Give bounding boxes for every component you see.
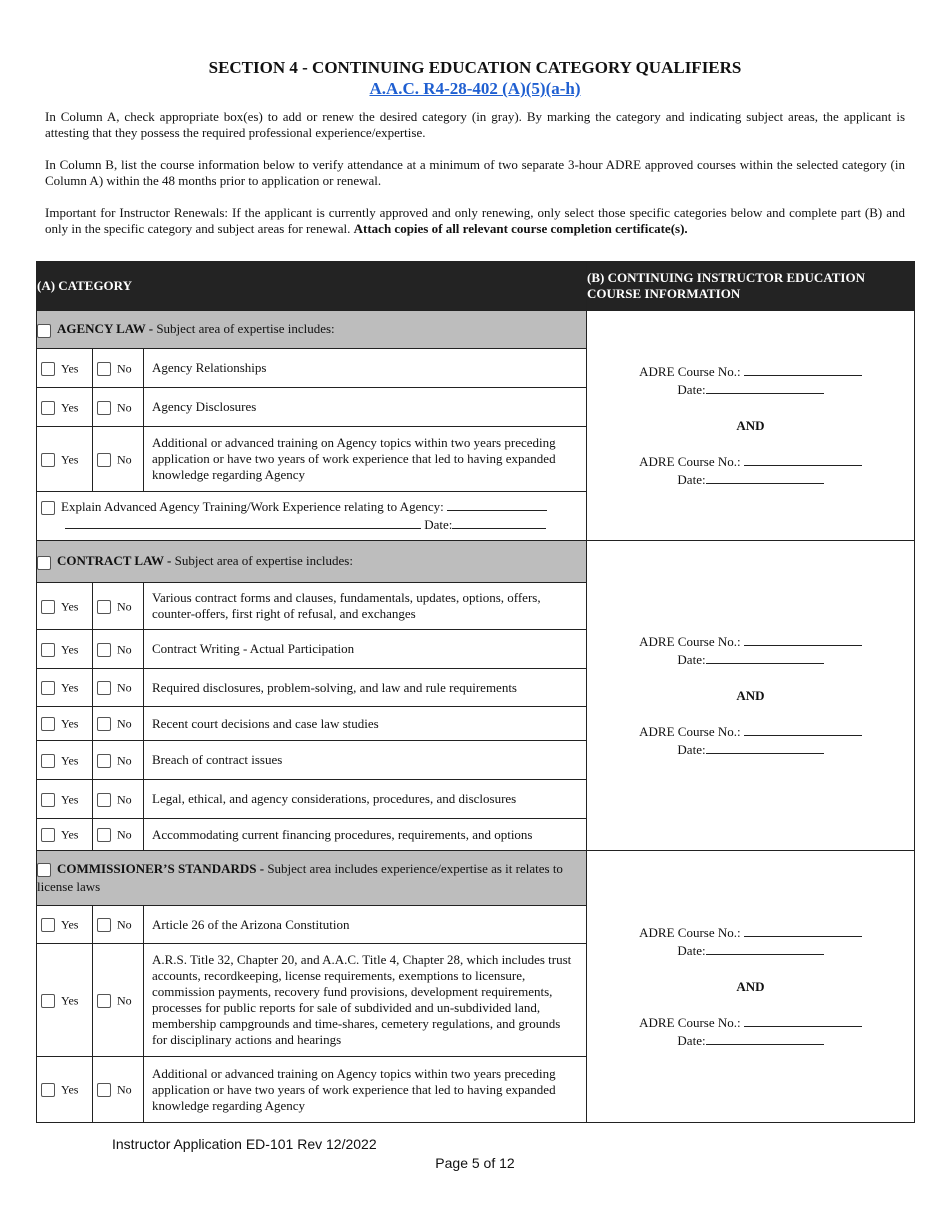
- date-field[interactable]: [706, 741, 824, 754]
- yes-checkbox[interactable]: [41, 994, 55, 1008]
- date-field[interactable]: [706, 471, 824, 484]
- subject-row: Yes No Accommodating current financing procedures, requirements, and options: [37, 819, 915, 851]
- subject-row: Yes No Additional or advanced training on Agency topics within two years preceding application or have two years of work experience that led to having expanded knowledge regarding Agency: [37, 427, 915, 492]
- category-header-contract: [37, 541, 587, 583]
- date-field[interactable]: [706, 381, 824, 394]
- and-label: AND: [736, 417, 765, 433]
- no-checkbox[interactable]: [97, 754, 111, 768]
- no-checkbox[interactable]: [97, 453, 111, 467]
- yes-checkbox[interactable]: [41, 754, 55, 768]
- category-header-agency: [37, 311, 587, 349]
- and-label: AND: [736, 687, 765, 703]
- yes-checkbox[interactable]: [41, 793, 55, 807]
- subject-description: Required disclosures, problem-solving, and law and rule requirements: [144, 669, 587, 707]
- category-row-agency: [37, 311, 915, 349]
- course-no-field[interactable]: [744, 1014, 862, 1027]
- subject-description: Legal, ethical, and agency considerations, procedures, and disclosures: [144, 780, 587, 819]
- category-row-commissioner: [37, 851, 915, 906]
- explain-label: Explain Advanced Agency Training/Work Experience relating to Agency:: [61, 499, 444, 514]
- no-checkbox[interactable]: [97, 918, 111, 932]
- instructions-column-a: In Column A, check appropriate box(es) to add or renew the desired category (in gray). By marking the category and indicating subject areas, the applicant is attesting that they possess the required professional experience/expertise.: [45, 109, 905, 140]
- category-name: COMMISSIONER’S STANDARDS -: [57, 861, 265, 876]
- column-a-header: (A) CATEGORY: [37, 262, 587, 311]
- subject-description: Additional or advanced training on Agency topics within two years preceding application or have two years of work experience that led to having expanded knowledge regarding Agency: [144, 427, 587, 492]
- yes-checkbox[interactable]: [41, 401, 55, 415]
- explain-date-field[interactable]: [452, 516, 546, 529]
- subject-row: Yes No Additional or advanced training on Agency topics within two years preceding application or have two years of work experience that led to having expanded knowledge regarding Agency: [37, 1057, 915, 1123]
- renewal-note: Important for Instructor Renewals: If the applicant is currently approved and only renewing, only select those specific categories below and complete part (B) and only in the specific category and subject areas for renewal. Attach copies of all relevant course completion certificate(s).: [45, 205, 905, 236]
- subject-row: Yes No Recent court decisions and case law studies: [37, 707, 915, 741]
- explain-field-line2[interactable]: [65, 516, 421, 529]
- yes-checkbox[interactable]: [41, 600, 55, 614]
- renewal-note-emphasis: Attach copies of all relevant course completion certificate(s).: [353, 221, 688, 236]
- category-table: [36, 261, 915, 1123]
- course-no-field[interactable]: [744, 453, 862, 466]
- course-no-field[interactable]: [744, 924, 862, 937]
- category-subtitle: Subject area of expertise includes:: [156, 321, 335, 337]
- subject-row: Yes No Legal, ethical, and agency considerations, procedures, and disclosures: [37, 780, 915, 819]
- category-name: AGENCY LAW -: [57, 321, 154, 337]
- no-checkbox[interactable]: [97, 994, 111, 1008]
- course-no-field[interactable]: [744, 723, 862, 736]
- course-info-contract: ADRE Course No.: Date: AND ADRE Course No.: Date:: [587, 541, 915, 851]
- date-field[interactable]: [706, 1032, 824, 1045]
- no-checkbox[interactable]: [97, 643, 111, 657]
- course-no-field[interactable]: [744, 633, 862, 646]
- instructions-column-b: In Column B, list the course information below to verify attendance at a minimum of two separate 3-hour ADRE approved courses within the selected category (in Column A) within the 48 months prior to application or renewal.: [45, 157, 905, 188]
- date-field[interactable]: [706, 651, 824, 664]
- subject-description: Recent court decisions and case law studies: [144, 707, 587, 741]
- subject-description: A.R.S. Title 32, Chapter 20, and A.A.C. Title 4, Chapter 28, which includes trust accounts, recordkeeping, license requirements, exemptions to licensure, commission payments, recovery fund provisions, development requirements, processes for public reports for sale of subdivided and un-subdivided land, membership campgrounds and time-shares, cemetery regulations, and grounds for disciplinary actions and hearings: [144, 944, 587, 1057]
- form-id: Instructor Application ED-101 Rev 12/2022: [112, 1136, 377, 1152]
- category-name: CONTRACT LAW -: [57, 553, 172, 569]
- subject-row: Yes No Article 26 of the Arizona Constitution: [37, 906, 915, 944]
- subject-row: Yes No Breach of contract issues: [37, 741, 915, 780]
- subject-description: Various contract forms and clauses, fundamentals, updates, options, offers, counter-offers, first right of refusal, and exchanges: [144, 583, 587, 630]
- course-info-agency: ADRE Course No.: Date: AND ADRE Course No.: Date:: [587, 311, 915, 541]
- agency-law-checkbox[interactable]: [37, 324, 51, 338]
- section-title: SECTION 4 - CONTINUING EDUCATION CATEGORY QUALIFIERS: [208, 58, 742, 77]
- yes-checkbox[interactable]: [41, 453, 55, 467]
- page-number: Page 5 of 12: [435, 1155, 515, 1171]
- no-checkbox[interactable]: [97, 828, 111, 842]
- explain-row: Explain Advanced Agency Training/Work Experience relating to Agency: Date:: [37, 492, 915, 541]
- no-checkbox[interactable]: [97, 362, 111, 376]
- yes-checkbox[interactable]: [41, 643, 55, 657]
- category-subtitle: Subject area includes experience/expertise as it relates to license laws: [37, 861, 563, 894]
- contract-law-checkbox[interactable]: [37, 556, 51, 570]
- commissioner-standards-checkbox[interactable]: [37, 863, 51, 877]
- category-subtitle: Subject area of expertise includes:: [174, 553, 353, 569]
- yes-checkbox[interactable]: [41, 828, 55, 842]
- category-header-commissioner: [37, 851, 587, 906]
- and-label: AND: [736, 978, 765, 994]
- no-checkbox[interactable]: [97, 600, 111, 614]
- subject-description: Agency Relationships: [144, 349, 587, 388]
- subject-description: Accommodating current financing procedures, requirements, and options: [144, 819, 587, 851]
- course-no-field[interactable]: [744, 363, 862, 376]
- subject-description: Agency Disclosures: [144, 388, 587, 427]
- no-checkbox[interactable]: [97, 717, 111, 731]
- course-info-commissioner: ADRE Course No.: Date: AND ADRE Course No.: Date:: [587, 851, 915, 1123]
- subject-row: Yes No Agency Relationships: [37, 349, 915, 388]
- explain-checkbox[interactable]: [41, 501, 55, 515]
- subject-row: Yes No A.R.S. Title 32, Chapter 20, and A.A.C. Title 4, Chapter 28, which includes trust accounts, recordkeeping, license requirements, exemptions to licensure, commission payments, recovery fund provisions, development requirements, processes for public reports for sale of subdivided and un-subdivided land, membership campgrounds and time-shares, cemetery regulations, and grounds for disciplinary actions and hearings: [37, 944, 915, 1057]
- yes-checkbox[interactable]: [41, 918, 55, 932]
- yes-checkbox[interactable]: [41, 717, 55, 731]
- yes-checkbox[interactable]: [41, 1083, 55, 1097]
- subject-description: Article 26 of the Arizona Constitution: [144, 906, 587, 944]
- rule-link[interactable]: A.A.C. R4-28-402 (A)(5)(a-h): [369, 79, 581, 98]
- yes-checkbox[interactable]: [41, 681, 55, 695]
- no-checkbox[interactable]: [97, 793, 111, 807]
- subject-row: Yes No Agency Disclosures: [37, 388, 915, 427]
- category-row-contract: [37, 541, 915, 583]
- explain-field[interactable]: [447, 498, 547, 511]
- yes-checkbox[interactable]: [41, 362, 55, 376]
- subject-row: Yes No Various contract forms and clauses, fundamentals, updates, options, offers, counter-offers, first right of refusal, and exchanges: [37, 583, 915, 630]
- subject-description: Contract Writing - Actual Participation: [144, 630, 587, 669]
- column-b-header: (B) CONTINUING INSTRUCTOR EDUCATION COURSE INFORMATION: [587, 262, 915, 311]
- subject-row: Yes No Required disclosures, problem-solving, and law and rule requirements: [37, 669, 915, 707]
- subject-row: Yes No Contract Writing - Actual Participation: [37, 630, 915, 669]
- no-checkbox[interactable]: [97, 401, 111, 415]
- subject-description: Breach of contract issues: [144, 741, 587, 780]
- subject-description: Additional or advanced training on Agency topics within two years preceding application or have two years of work experience that led to having expanded knowledge regarding Agency: [144, 1057, 587, 1123]
- no-checkbox[interactable]: [97, 1083, 111, 1097]
- date-field[interactable]: [706, 942, 824, 955]
- no-checkbox[interactable]: [97, 681, 111, 695]
